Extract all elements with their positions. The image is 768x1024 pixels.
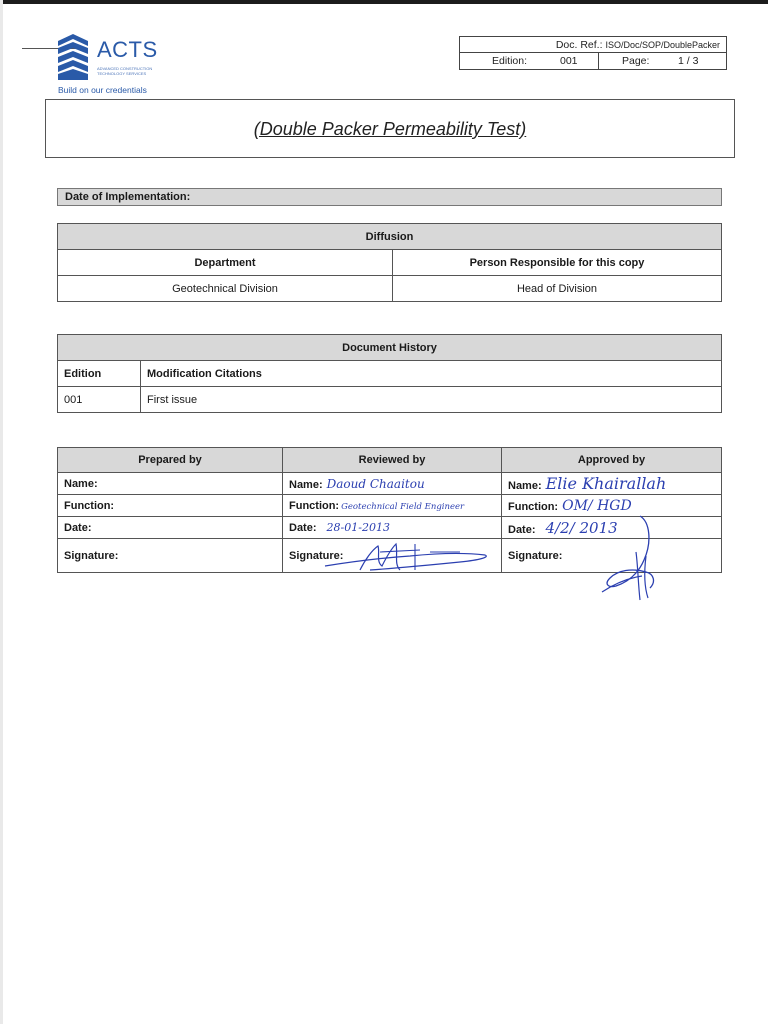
page-value: 1 / 3 xyxy=(678,55,699,67)
approved-date-cell xyxy=(502,517,722,539)
reviewed-by-header: Reviewed by xyxy=(283,448,502,473)
doc-ref-value: ISO/Doc/SOP/DoublePacker xyxy=(605,40,720,50)
diffusion-heading: Diffusion xyxy=(58,224,722,250)
document-history-table xyxy=(57,334,722,413)
approved-by-header: Approved by xyxy=(502,448,722,473)
reviewed-function-label: Function: xyxy=(289,499,340,512)
edition-header: Edition xyxy=(58,361,141,387)
prepared-name-label: Name: xyxy=(58,473,283,495)
page-label: Page: xyxy=(622,55,650,67)
reviewed-function-handwriting: Geotechnical Field Engineer xyxy=(341,501,465,512)
document-history-heading: Document History xyxy=(58,335,722,361)
approved-signature-label: Signature: xyxy=(502,539,722,573)
reviewed-name-label: Name: xyxy=(289,478,323,491)
reviewed-signature-label: Signature: xyxy=(283,539,502,573)
diffusion-table xyxy=(57,223,722,302)
edition-value: 001 xyxy=(560,55,578,67)
title-box xyxy=(45,99,735,158)
document-reference-box xyxy=(459,36,727,70)
logo-subtitle: ADVANCED CONSTRUCTION TECHNOLOGY SERVICES xyxy=(97,66,153,76)
scan-top-edge xyxy=(0,0,768,4)
approval-table xyxy=(57,447,722,573)
modification-header: Modification Citations xyxy=(141,361,722,387)
approved-date-label: Date: xyxy=(508,523,536,536)
reviewed-date-handwriting: 28-01-2013 xyxy=(326,521,390,534)
history-edition-cell: 001 xyxy=(58,387,141,413)
reviewed-date-cell xyxy=(283,517,502,539)
company-logo xyxy=(22,34,182,98)
scan-left-edge xyxy=(0,0,3,1024)
logo-name: ACTS xyxy=(97,37,158,62)
person-responsible-header: Person Responsible for this copy xyxy=(393,250,722,276)
reviewed-function-cell xyxy=(283,495,502,517)
person-responsible-cell: Head of Division xyxy=(393,276,722,302)
reviewed-name-cell xyxy=(283,473,502,495)
prepared-signature-label: Signature: xyxy=(58,539,283,573)
edition-label: Edition: xyxy=(492,55,528,67)
approved-name-cell xyxy=(502,473,722,495)
reviewed-date-label: Date: xyxy=(289,522,317,534)
prepared-function-label: Function: xyxy=(58,495,283,517)
doc-ref-label: Doc. Ref.: xyxy=(555,39,603,51)
approved-function-handwriting: OM/ HGD xyxy=(562,497,632,514)
approved-name-label: Name: xyxy=(508,480,542,492)
history-modification-cell: First issue xyxy=(141,387,722,413)
prepared-by-header: Prepared by xyxy=(58,448,283,473)
approved-function-label: Function: xyxy=(508,500,559,513)
approved-function-cell xyxy=(502,495,722,517)
doc-ref-row xyxy=(460,37,726,53)
approved-name-handwriting: Elie Khairallah xyxy=(545,474,667,493)
date-of-implementation-bar: Date of Implementation: xyxy=(57,188,722,206)
edition-page-divider xyxy=(598,53,599,69)
department-header: Department xyxy=(58,250,393,276)
logo-tagline: Build on our credentials xyxy=(58,85,147,95)
reviewed-name-handwriting: Daoud Chaaitou xyxy=(326,476,425,491)
document-title: (Double Packer Permeability Test) xyxy=(253,119,527,139)
approved-date-handwriting: 4/2/ 2013 xyxy=(545,518,618,537)
prepared-date-label: Date: xyxy=(58,517,283,539)
department-cell: Geotechnical Division xyxy=(58,276,393,302)
logo-mark-icon xyxy=(58,34,88,80)
edition-page-row xyxy=(460,53,726,69)
